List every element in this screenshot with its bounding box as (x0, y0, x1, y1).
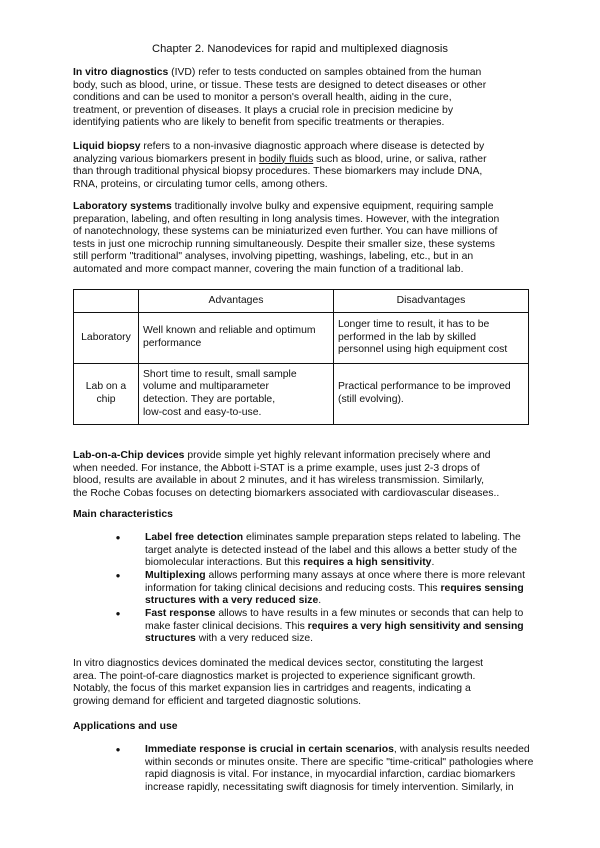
bold-text: requires a very high sensitivity and sensing (307, 620, 524, 632)
bold-text: Lab-on-a-Chip devices (73, 450, 185, 461)
text-run: area. The point-of-care diagnostics market is projected to experience significant growth. (73, 670, 476, 682)
text-run: increase rapidly, necessitating swift diagnosis for timely intervention. Similarly, in (145, 781, 514, 793)
text-run: RNA, proteins, or circulating tumor cells, among others. (73, 178, 328, 190)
text-run: biomolecular interactions. But this (145, 557, 304, 569)
text-line (73, 214, 543, 227)
text-line (145, 757, 545, 770)
text-run: such as blood, urine, or saliva, rather (313, 153, 487, 165)
text-line (73, 226, 543, 239)
bold-text: Main characteristics (73, 509, 173, 520)
table-header-cell: Disadvantages (334, 290, 529, 313)
row-label-cell (74, 313, 139, 364)
text-run: treatment, or prevention of diseases. It plays a crucial role in precision medicine by (73, 104, 454, 116)
bullet-immediate (115, 744, 545, 794)
cell-line: Lab on a (85, 381, 127, 393)
text-line (73, 141, 543, 154)
text-line (73, 105, 543, 118)
cell-line: low-cost and easy-to-use. (143, 406, 262, 418)
cell-line: Well known and reliable and optimum (143, 325, 316, 337)
text-run: refers to a non-invasive diagnostic approach where disease is detected by (140, 141, 485, 152)
bullet-icon: ● (115, 745, 121, 754)
text-line (145, 557, 545, 570)
text-run: tests in just one microchip running simultaneously. Despite their smaller size, these systems (73, 238, 495, 250)
cell-line: personnel using high equipment cost (338, 344, 508, 356)
text-run: preparation, labeling, and often resulting in long analysis times. However, with the integration (73, 213, 500, 225)
text-run: In vitro diagnostics devices dominated the medical devices sector, constituting the largest (73, 658, 484, 669)
text-run: traditionally involve bulky and expensive equipment, requiring sample (171, 201, 494, 212)
cell-line: Practical performance to be improved (338, 381, 511, 393)
applications-heading-paragraph (73, 721, 543, 734)
text-run: . (318, 595, 322, 607)
text-line (73, 463, 543, 476)
text-line (73, 721, 543, 734)
text-run: allows to have results in a few minutes or seconds that can help to (215, 608, 524, 619)
text-run: still perform "traditional" analyses, involving pipetting, washings, labeling, etc., but in an (73, 251, 474, 263)
bold-text: Liquid biopsy (73, 141, 141, 152)
text-line (73, 658, 543, 671)
text-line (73, 179, 543, 192)
bullet-multiplexing (115, 570, 545, 608)
text-run: eliminates sample preparation steps related to labeling. The (243, 532, 521, 543)
chapter-title: Chapter 2. Nanodevices for rapid and multiplexed diagnosis (151, 43, 449, 55)
text-line (73, 671, 543, 684)
bold-text: In vitro diagnostics (73, 67, 169, 78)
text-run: than through traditional physical biopsy procedures. These biomarkers may include DNA, (73, 166, 483, 178)
text-run: (IVD) refer to tests conducted on samples obtained from the human (168, 67, 482, 78)
text-run: analyzing various biomarkers present in (73, 153, 259, 165)
text-line (145, 570, 545, 583)
disadvantages-cell (334, 313, 529, 364)
bold-text: Multiplexing (145, 570, 206, 581)
text-line (73, 251, 543, 264)
bold-text: Laboratory systems (73, 201, 172, 212)
text-line (73, 80, 543, 93)
text-run: identifying patients who are likely to benefit from specific treatments or therapies. (73, 117, 445, 129)
bold-text: structures (145, 633, 196, 645)
liquid-biopsy-paragraph (73, 141, 543, 191)
advantages-cell (139, 313, 334, 364)
table-header-cell: Advantages (139, 290, 334, 313)
text-line (145, 608, 545, 621)
disadvantages-cell (334, 364, 529, 425)
text-run: within seconds or minutes onsite. There are specific "time-critical" pathologies where (145, 756, 534, 768)
text-run: automated and more compact manner, covering the main function of a traditional lab. (73, 263, 464, 275)
underlined-link[interactable]: bodily fluids (258, 153, 314, 165)
text-line (73, 92, 543, 105)
text-run: . (431, 557, 435, 569)
text-line (145, 769, 545, 782)
text-run: rapid diagnosis is vital. For instance, in myocardial infarction, cardiac biomarkers (145, 769, 516, 781)
text-run: target analyte is detected instead of the label and this allows a better study of the (145, 544, 517, 556)
cell-line: Laboratory (81, 331, 131, 343)
bullet-icon: ● (115, 533, 121, 542)
cell-line: performance (143, 338, 202, 349)
advantages-cell (139, 364, 334, 425)
text-run: blood, results are available in about 2 minutes, and it has wireless transmission. Similarly, (73, 475, 485, 487)
bullet-label-free (115, 532, 545, 570)
text-run: conditions and can be used to monitor a person's overall health, aiding in the cure, (73, 92, 452, 104)
bold-text: Fast response (145, 608, 216, 619)
text-run: when needed. For instance, the Abbott i-STAT is a prime example, uses just 2-3 drops of (73, 462, 480, 474)
text-run: Notably, the focus of this market expansion lies in cartridges and reagents, indicating a (73, 683, 471, 695)
bold-text: structures with a very reduced size (145, 595, 319, 607)
bullet-fast-response (115, 608, 545, 646)
text-line (73, 509, 543, 522)
text-line (145, 782, 545, 795)
text-line (145, 583, 545, 596)
cell-line: volume and multiparameter (143, 381, 269, 393)
lab-systems-paragraph (73, 201, 543, 277)
text-line (145, 633, 545, 646)
cell-line: (still evolving). (338, 394, 404, 405)
text-line (73, 264, 543, 277)
row-label-cell (74, 364, 139, 425)
text-run: growing demand for efficient and targeted diagnostic solutions. (73, 695, 362, 707)
text-line (73, 166, 543, 179)
text-line (73, 683, 543, 696)
main-characteristics-heading-paragraph (73, 509, 543, 522)
text-run: allows performing many assays at once where there is more relevant (205, 570, 525, 581)
market-paragraph (73, 658, 543, 708)
text-run: with a very reduced size. (195, 633, 314, 645)
bold-text: Immediate response is crucial in certain scenarios (145, 744, 394, 755)
text-run: provide simple yet highly relevant information precisely where and (184, 450, 491, 461)
text-line (145, 595, 545, 608)
ivd-paragraph (73, 67, 543, 130)
text-line (145, 545, 545, 558)
bold-text: Applications and use (73, 721, 178, 732)
text-run: make faster clinical decisions. This (145, 620, 308, 632)
bold-text: requires sensing (440, 582, 524, 594)
bold-text: Label free detection (145, 532, 244, 543)
text-line (73, 154, 543, 167)
comparison-table (73, 289, 529, 425)
bullet-icon: ● (115, 571, 121, 580)
text-line (73, 488, 543, 501)
cell-line: Short time to result, small sample (143, 368, 297, 380)
text-line (145, 744, 545, 757)
text-line (145, 532, 545, 545)
cell-line: performed in the lab by skilled (338, 331, 477, 343)
cell-line: Longer time to result, it has to be (338, 319, 490, 331)
table-row (74, 364, 529, 425)
table-header-cell (74, 290, 139, 313)
text-run: body, such as blood, urine, or tissue. These tests are designed to detect diseases or other (73, 79, 487, 91)
text-line (73, 67, 543, 80)
text-run: , with analysis results needed (393, 744, 530, 755)
text-line (145, 621, 545, 634)
text-run: of nanotechnology, these systems can be miniaturized even further. You can have millions of (73, 226, 498, 238)
table-header-row (74, 290, 529, 313)
text-line (73, 239, 543, 252)
loc-paragraph (73, 450, 543, 500)
text-line (73, 117, 543, 130)
bold-text: requires a high sensitivity (303, 557, 432, 569)
text-line (73, 450, 543, 463)
text-line (73, 201, 543, 214)
bullet-icon: ● (115, 609, 121, 618)
cell-line: chip (96, 394, 116, 405)
cell-line: detection. They are portable, (143, 394, 276, 405)
text-line (73, 475, 543, 488)
text-line (73, 696, 543, 709)
table-row (74, 313, 529, 364)
text-run: information for taking clinical decisions and reducing costs. This (145, 582, 441, 594)
text-run: the Roche Cobas focuses on detecting biomarkers associated with cardiovascular diseases.. (73, 487, 500, 499)
